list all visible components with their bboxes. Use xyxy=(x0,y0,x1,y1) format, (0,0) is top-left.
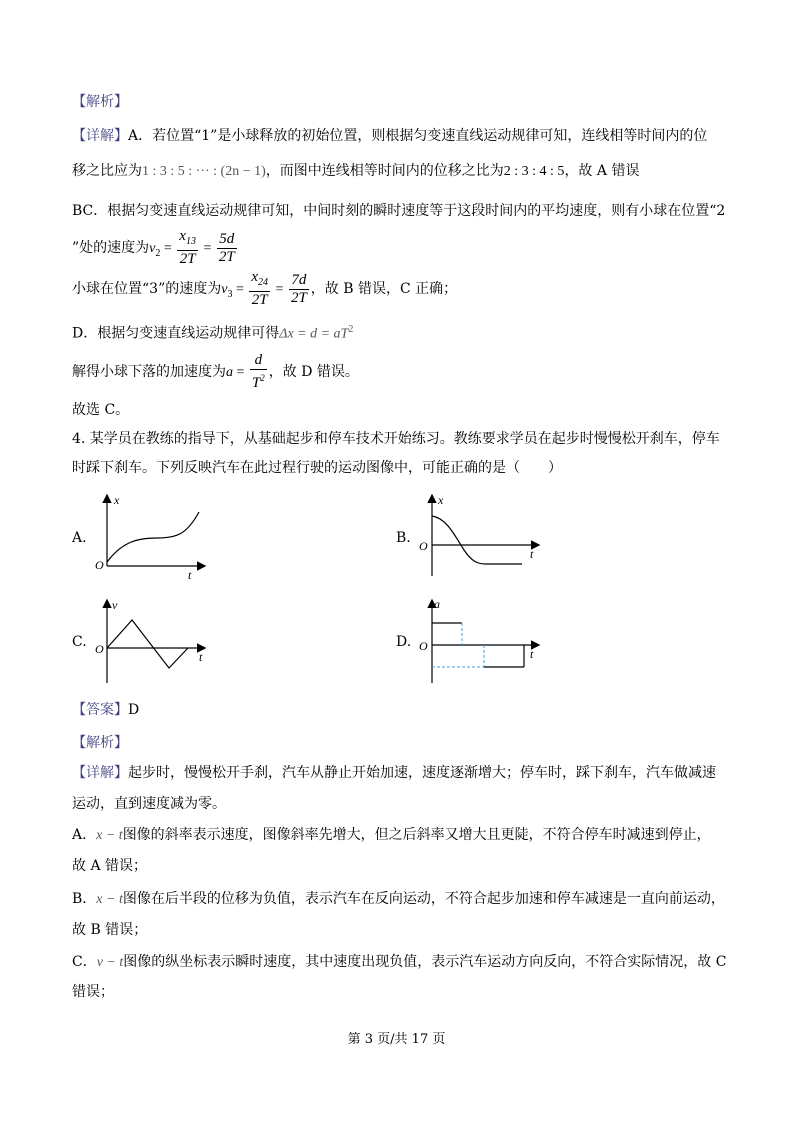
graph-b-origin: O xyxy=(419,539,428,553)
section2-detail-line2: 运动，直到速度减为零。 xyxy=(72,796,226,812)
section1-a-line1 xyxy=(72,126,707,146)
s2-b-text: 图像在后半段的位移为负值，表示汽车在反向运动，不符合起步加速和停车减速是一直向前运动， xyxy=(122,891,725,907)
d-pre: D．根据匀变速直线运动规律可得 xyxy=(72,325,280,342)
graph-d-origin: O xyxy=(419,639,428,653)
bc-line2-pre: ”处的速度为 xyxy=(72,240,150,256)
v3-symbol: v xyxy=(221,282,228,297)
graph-a xyxy=(92,490,212,580)
section1-bc-line1: BC．根据匀变速直线运动规律可知，中间时刻的瞬时速度等于这段时间内的平均速度，则有小球在位置“2 xyxy=(72,203,726,219)
graph-c-origin: O xyxy=(95,642,104,656)
detail-label-1: 【详解】 xyxy=(72,128,128,144)
graph-a-y-label: x xyxy=(114,493,120,507)
graph-c-y-label: v xyxy=(112,598,118,612)
a-line2-post: ，故 A 错误 xyxy=(564,163,640,179)
accel-fraction: $\frac{d}{T^2}$ xyxy=(251,352,265,391)
graph-b-x-label: t xyxy=(530,547,534,561)
graph-c xyxy=(92,595,212,685)
a-line2-pre: 移之比应为 xyxy=(72,163,142,179)
accel-symbol: a xyxy=(226,365,233,380)
section2-c-line1 xyxy=(72,952,726,973)
v2-sub: 2 xyxy=(155,247,161,259)
s2-b-formula: x − t xyxy=(96,892,123,907)
v3-post: ，故 B 错误，C 正确； xyxy=(310,281,458,297)
section2-b-line2: 故 B 错误； xyxy=(72,922,148,938)
section2-a-line1 xyxy=(72,825,711,846)
detail2-line1-text: 起步时，慢慢松开手刹，汽车从静止开始加速，速度逐渐增大；停车时，踩下刹车，汽车做减速 xyxy=(128,765,716,781)
s2-b-pre: B． xyxy=(72,891,97,907)
a-ratio-actual: 2 : 3 : 4 : 5 xyxy=(503,164,565,179)
s2-a-pre: A． xyxy=(72,827,97,843)
graph-d-y-label: a xyxy=(434,597,440,611)
page-footer: 第 3 页/共 17 页 xyxy=(347,1032,446,1047)
s2-c-formula: v − t xyxy=(96,955,124,970)
q4-line2: 时踩下刹车。下列反映汽车在此过程行驶的运动图像中，可能正确的是（ ） xyxy=(72,460,562,476)
a-ratio-odd: 1 : 3 : 5 : ··· : (2n − 1) xyxy=(142,164,266,179)
answer-line xyxy=(72,700,139,720)
graph-d xyxy=(414,595,544,685)
v2-symbol: v xyxy=(149,241,156,256)
graph-b xyxy=(414,490,544,580)
s2-c-text: 图像的纵坐标表示瞬时速度，其中速度出现负值，表示汽车运动方向反向，不符合实际情况，故 C xyxy=(123,954,727,970)
v2-fraction: $\frac{x_{13}}{2T}$ xyxy=(179,228,196,267)
graph-d-x-label: t xyxy=(530,647,534,661)
graph-b-y-label: x xyxy=(438,493,444,507)
section2-detail-line1 xyxy=(72,763,716,783)
section1-a-line2 xyxy=(72,161,639,182)
analysis-label-2: 【解析】 xyxy=(72,735,128,751)
option-d-label: D. xyxy=(396,634,412,650)
section2-b-line1 xyxy=(72,889,725,910)
a-line1-text: A．若位置“1”是小球释放的初始位置，则根据匀变速直线运动规律可知，连线相等时间内的位 xyxy=(128,128,708,144)
answer-value: D xyxy=(128,702,140,718)
section2-a-line2: 故 A 错误； xyxy=(72,858,148,874)
choose-line: 故选 C。 xyxy=(72,402,130,418)
v2-result-fraction: $\frac{5d}{2T}$ xyxy=(218,230,235,265)
a-line2-mid: ，而图中连线相等时间内的位移之比为 xyxy=(265,163,504,179)
section1-d-line xyxy=(72,320,353,345)
graph-a-origin: O xyxy=(95,558,104,572)
s2-a-text: 图像的斜率表示速度，图像斜率先增大，但之后斜率又增大且更陡，不符合停车时减速到停止， xyxy=(122,827,711,843)
graph-c-x-label: t xyxy=(199,650,203,664)
accel-post: ，故 D 错误。 xyxy=(268,364,359,380)
s2-c-pre: C． xyxy=(72,954,97,970)
option-b-label: B. xyxy=(396,530,411,546)
section1-v3-line: 小球在位置“3”的速度为$v_3$ = $\frac{x_{24}}{2T}$ = $\frac{7d}{2T}$ ，故 B 错误，C 正确； xyxy=(72,269,458,308)
detail-label-2: 【详解】 xyxy=(72,765,128,781)
q4-line1: 4. 某学员在教练的指导下，从基础起步和停车技术开始练习。教练要求学员在起步时慢慢松开刹车，停车 xyxy=(72,431,720,447)
section2-c-line2: 错误； xyxy=(72,984,114,1000)
analysis-label-1: 【解析】 xyxy=(72,94,128,110)
answer-label: 【答案】 xyxy=(72,702,128,718)
v3-sub: 3 xyxy=(227,288,233,300)
v3-fraction: $\frac{x_{24}}{2T}$ xyxy=(251,269,269,308)
v3-pre: 小球在位置“3”的速度为 xyxy=(72,281,222,297)
section1-bc-line2: ”处的速度为$v_2$ = $\frac{x_{13}}{2T}$ = $\frac{5d}{2T}$ xyxy=(72,228,235,267)
graph-a-x-label: t xyxy=(188,568,192,580)
option-a-label: A. xyxy=(72,530,87,546)
d-formula: Δx = d = aT xyxy=(279,326,349,342)
s2-a-formula: x − t xyxy=(96,828,123,843)
v3-result-fraction: $\frac{7d}{2T}$ xyxy=(290,271,307,306)
d-exp: 2 xyxy=(348,324,354,335)
section1-accel-line: 解得小球下落的加速度为a = $\frac{d}{T^2}$ ，故 D 错误。 xyxy=(72,352,359,391)
option-c-label: C. xyxy=(72,634,87,650)
accel-pre: 解得小球下落的加速度为 xyxy=(72,364,226,380)
